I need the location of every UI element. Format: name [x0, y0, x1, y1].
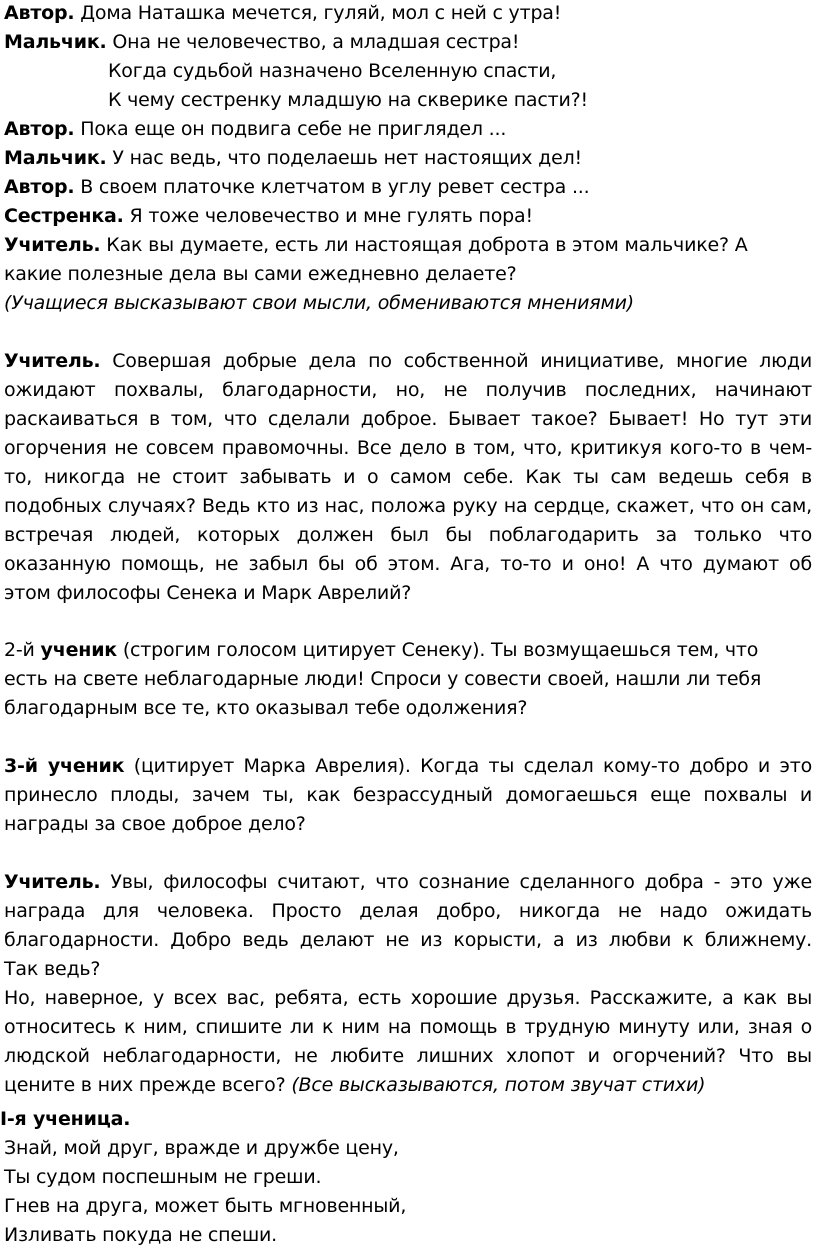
poem-line: К чему сестренку младшую на скверике пасти?!: [108, 89, 588, 111]
text-line: относитесь к ним, спишите ли к ним на помощь в трудную минуту или, зная о: [4, 1016, 812, 1038]
text-line: Мальчик. Она не человечество, а младшая сестра!: [4, 31, 520, 53]
text-line: раскаиваться в том, что сделали доброе. Бывает такое? Бывает! Но тут эти: [4, 408, 812, 430]
poem-line: Ты судом поспешным не греши.: [4, 1166, 322, 1188]
text-line: Автор. В своем платочке клетчатом в углу ревет сестра ...: [4, 176, 590, 198]
text-line: Но, наверное, у всех вас, ребята, есть хорошие друзья. Расскажите, а как вы: [4, 987, 812, 1009]
text-line: Сестренка. Я тоже человечество и мне гулять пора!: [4, 205, 533, 227]
text-line: Автор. Дома Наташка мечется, гуляй, мол с ней с утра!: [4, 2, 562, 24]
text-line: подобных случаях? Ведь кто из нас, положа руку на сердце, скажет, что он сам,: [4, 495, 812, 517]
text-line: Учитель. Совершая добрые дела по собственной инициативе, многие люди: [4, 350, 812, 372]
poem-line: Гнев на друга, может быть мгновенный,: [4, 1195, 407, 1217]
text-line: Учитель. Как вы думаете, есть ли настоящая доброта в этом мальчике? А: [4, 234, 748, 256]
text-line: Так ведь?: [4, 958, 101, 980]
text-line: 3-й ученик (цитирует Марка Аврелия). Когда ты сделал кому-то добро и это: [4, 755, 813, 777]
text-line: благодарным все те, кто оказывал тебе одолжения?: [4, 697, 528, 719]
text-line: 2-й ученик (строгим голосом цитирует Сенеку). Ты возмущаешься тем, что: [4, 639, 759, 661]
text-line: награды за свое доброе дело?: [4, 813, 306, 835]
text-line: оказанную помощь, не забыл бы об этом. Ага, то-то и оно! А что думают об: [4, 553, 812, 575]
text-line: людской неблагодарности, не любите лишних хлопот и огорчений? Что вы: [4, 1045, 812, 1067]
text-line: принесло плоды, зачем ты, как безрассудный домогаешься еще похвалы и: [4, 784, 812, 806]
text-line: Автор. Пока еще он подвига себе не приглядел ...: [4, 118, 507, 140]
text-line: ожидают похвалы, благодарности, но, не получив последних, начинают: [4, 379, 812, 401]
text-line: Мальчик. У нас ведь, что поделаешь нет настоящих дел!: [4, 147, 582, 169]
text-line: какие полезные дела вы сами ежедневно делаете?: [4, 263, 517, 285]
text-line: цените в них прежде всего? (Все высказываются, потом звучат стихи): [4, 1074, 706, 1096]
text-line: есть на свете неблагодарные люди! Спроси у совести своей, нашли ли тебя: [4, 668, 762, 690]
poem-line: Когда судьбой назначено Вселенную спасти,: [108, 60, 557, 82]
text-line: то, никогда не стоит забывать и о самом себе. Как ты сам ведешь себя в: [4, 466, 812, 488]
poem-line: Знай, мой друг, вражде и дружбе цену,: [4, 1137, 399, 1159]
poem-line: Изливать покуда не спеши.: [4, 1224, 278, 1246]
speaker-heading: I-я ученица.: [0, 1108, 131, 1130]
text-line: этом философы Сенека и Марк Аврелий?: [4, 582, 412, 604]
text-line: встречая людей, которых должен был бы поблагодарить за только что: [4, 524, 812, 546]
text-line: благодарности. Добро ведь делают не из корысти, а из любви к ближнему.: [4, 929, 812, 951]
text-line: огорчения не совсем правомочны. Все дело в том, что, критикуя кого-то в чем-: [4, 437, 812, 459]
text-line: Учитель. Увы, философы считают, что сознание сделанного добра - это уже: [4, 871, 812, 893]
text-line: награда для человека. Просто делая добро, никогда не надо ожидать: [4, 900, 812, 922]
stage-direction: (Учащиеся высказывают свои мысли, обмениваются мнениями): [4, 292, 635, 314]
